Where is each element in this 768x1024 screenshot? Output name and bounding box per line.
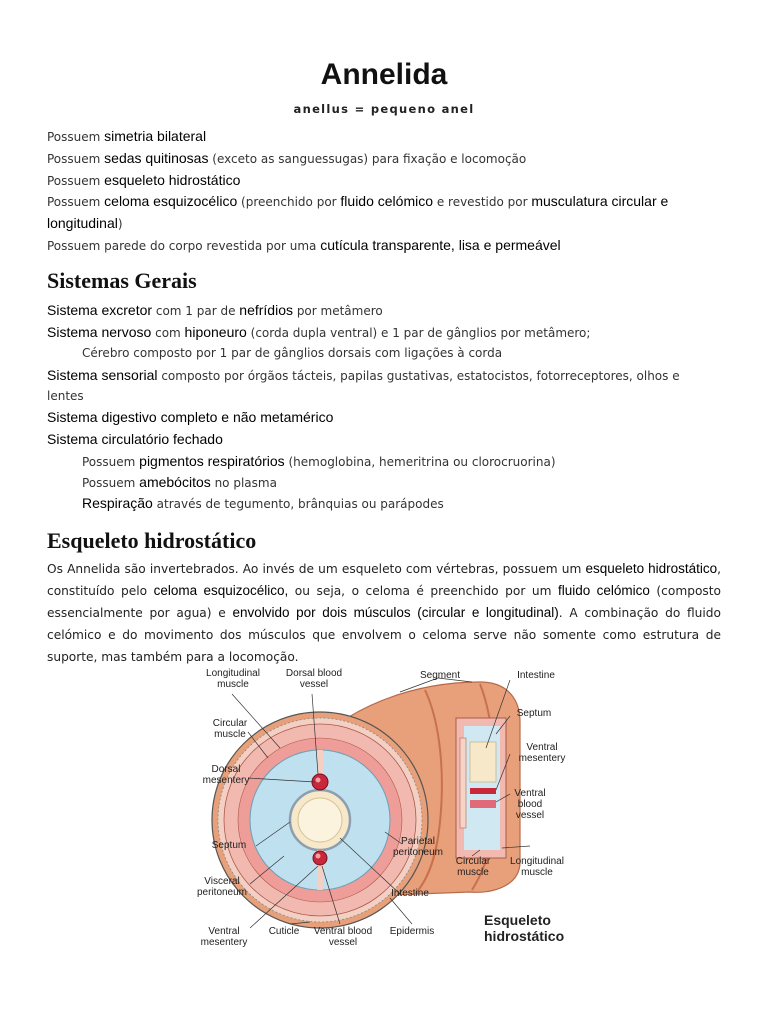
label-segment: Segment xyxy=(419,670,461,681)
intro-line-4: Possuem celoma esquizocélico (preenchido por fluido celómico e revestido por musculatura circular e xyxy=(47,193,669,209)
label-intestine-top: Intestine xyxy=(517,670,555,681)
sistema-line-3: Cérebro composto por 1 par de gânglios dorsais com ligações à corda xyxy=(82,346,503,360)
label-dorsal-mesentery: Dorsal mesentery xyxy=(202,764,250,786)
page-subtitle: anellus = pequeno anel xyxy=(293,102,475,116)
esqueleto-paragraph: Os Annelida são invertebrados. Ao invés de um esqueleto com vértebras, possuem um esqueleto hidrostático, constituído pelo celoma esquizocélico, ou seja, o celoma é preenchido por um fluido celómico (composto essencialmente por agua) e envolvido por dois músculos (circular e longitudinal). A combinação do fluido celómico e do movimento dos músculos que envolvem o celoma serve não somente como estrutura de suporte, mas também para a locomoção. xyxy=(47,561,722,664)
sistema-line-7: Sistema circulatório fechado xyxy=(47,431,223,447)
sistema-line-5: lentes xyxy=(47,389,84,403)
page-title: Annelida xyxy=(320,58,448,91)
label-ventral-blood-vessel-right: Ventral blood vessel xyxy=(514,788,546,821)
label-ventral-blood-vessel-bottom: Ventral blood vessel xyxy=(313,926,373,948)
intro-line-2: Possuem sedas quitinosas (exceto as sanguessugas) para fixação e locomoção xyxy=(47,150,527,166)
label-ventral-mesentery-bottom: Ventral mesentery xyxy=(200,926,248,948)
label-parietal-peritoneum: Parietal peritoneum xyxy=(392,836,444,858)
label-circular-muscle: Circular muscle xyxy=(212,718,248,740)
label-longitudinal-muscle-bottom: Longitudinal muscle xyxy=(510,856,564,878)
section-heading-esqueleto: Esqueleto hidrostático xyxy=(47,528,257,553)
sistema-line-4: Sistema sensorial composto por órgãos tácteis, papilas gustativas, estatocistos, fotorreceptores, olhos e xyxy=(47,367,680,383)
label-visceral-peritoneum: Visceral peritoneum xyxy=(196,876,248,898)
sistema-line-1: Sistema excretor com 1 par de nefrídios por metâmero xyxy=(47,302,383,318)
annelid-cross-section-figure xyxy=(190,662,600,962)
label-intestine-bottom: Intestine xyxy=(391,888,429,899)
section-heading-sistemas: Sistemas Gerais xyxy=(47,268,197,293)
label-longitudinal-muscle: Longitudinal muscle xyxy=(206,668,260,690)
intro-line-1: Possuem simetria bilateral xyxy=(47,128,207,144)
intro-line-5: longitudinal) xyxy=(47,215,123,231)
sistema-line-8: Possuem pigmentos respiratórios (hemoglobina, hemeritrina ou clorocruorina) xyxy=(82,453,556,469)
sistema-line-6: Sistema digestivo completo e não metamérico xyxy=(47,409,334,425)
intro-line-3: Possuem esqueleto hidrostático xyxy=(47,172,241,188)
intro-line-6: Possuem parede do corpo revestida por uma cutícula transparente, lisa e permeável xyxy=(47,237,561,253)
label-epidermis: Epidermis xyxy=(389,926,435,937)
sistema-line-9: Possuem amebócitos no plasma xyxy=(82,474,277,490)
label-ventral-mesentery-right: Ventral mesentery xyxy=(518,742,566,764)
sistema-line-10: Respiração através de tegumento, brânquias ou parápodes xyxy=(82,495,444,511)
sistema-line-2: Sistema nervoso com hiponeuro (corda dupla ventral) e 1 par de gânglios por metâmero; xyxy=(47,324,591,340)
figure-caption: Esqueleto hidrostático xyxy=(484,912,565,944)
label-septum-right: Septum xyxy=(516,708,552,719)
label-cuticle: Cuticle xyxy=(268,926,300,937)
label-dorsal-blood-vessel: Dorsal blood vessel xyxy=(285,668,343,690)
label-septum-left: Septum xyxy=(211,840,247,851)
label-circular-muscle-bottom: Circular muscle xyxy=(455,856,491,878)
